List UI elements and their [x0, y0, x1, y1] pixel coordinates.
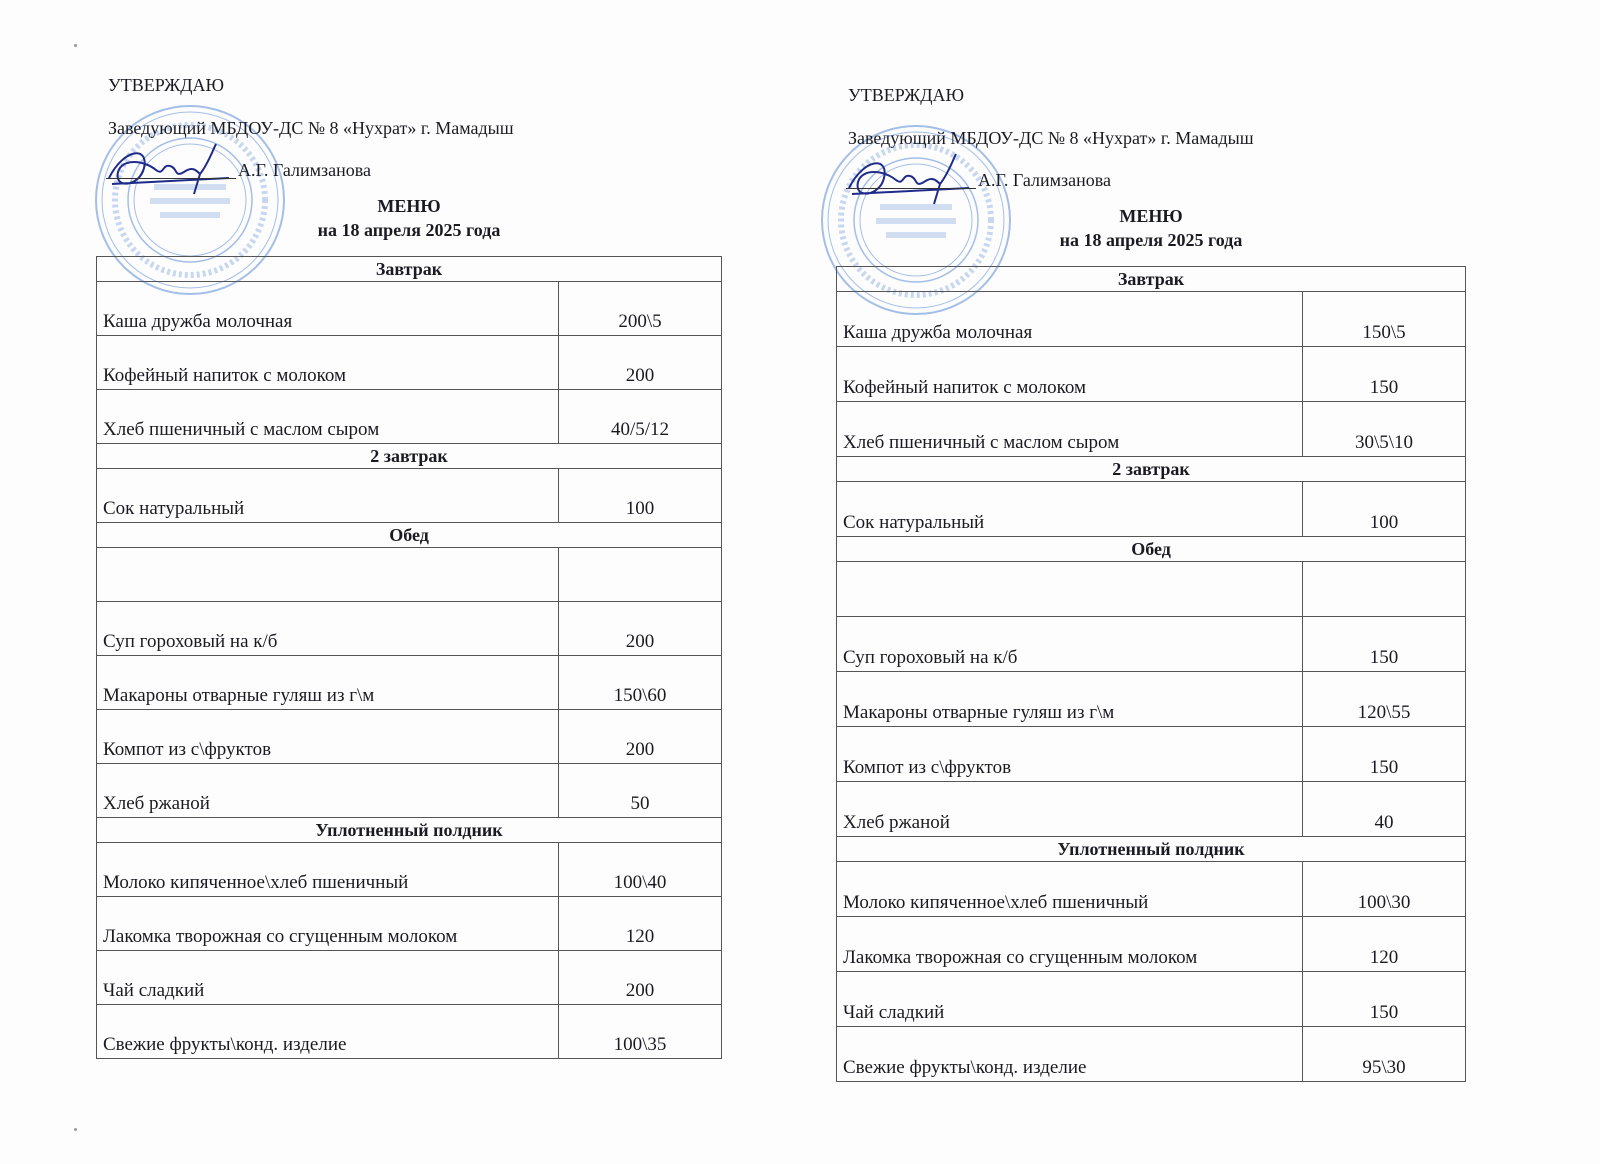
signature-icon	[104, 138, 234, 198]
portion-quantity: 200	[559, 710, 722, 764]
dish-name: Молоко кипяченное\хлеб пшеничный	[97, 843, 559, 897]
menu-title: МЕНЮ	[1119, 206, 1183, 226]
dish-name: Компот из с\фруктов	[837, 727, 1303, 782]
dish-name: Чай сладкий	[97, 951, 559, 1005]
section-title: Завтрак	[97, 257, 722, 282]
menu-item-row	[97, 897, 722, 951]
dish-name: Хлеб пшеничный с маслом сыром	[837, 402, 1303, 457]
section-header-row	[97, 444, 722, 469]
dish-name: Компот из с\фруктов	[97, 710, 559, 764]
signature-line	[106, 178, 236, 179]
menu-item-row	[837, 562, 1466, 617]
approve-label: УТВЕРЖДАЮ	[848, 85, 965, 105]
menu-item-row	[97, 602, 722, 656]
signer-name: А.Г. Галимзанова	[238, 160, 371, 180]
menu-item-row	[97, 336, 722, 390]
menu-item-row	[837, 672, 1466, 727]
dish-name: Макароны отварные гуляш из г\м	[837, 672, 1303, 727]
portion-quantity: 100\35	[559, 1005, 722, 1059]
portion-quantity: 200	[559, 951, 722, 1005]
scan-speck	[74, 1128, 77, 1131]
signature-icon	[844, 148, 974, 208]
portion-quantity: 100\40	[559, 843, 722, 897]
dish-name: Свежие фрукты\конд. изделие	[97, 1005, 559, 1059]
menu-date: на 18 апреля 2025 года	[317, 220, 501, 240]
section-title: 2 завтрак	[837, 457, 1466, 482]
dish-name: Сок натуральный	[837, 482, 1303, 537]
portion-quantity: 150\5	[1303, 292, 1466, 347]
menu-item-row	[837, 972, 1466, 1027]
scan-speck	[74, 44, 77, 47]
portion-quantity: 95\30	[1303, 1027, 1466, 1082]
dish-name: Макароны отварные гуляш из г\м	[97, 656, 559, 710]
dish-name: Суп гороховый на к/б	[837, 617, 1303, 672]
portion-quantity: 150	[1303, 972, 1466, 1027]
menu-table	[96, 256, 722, 1059]
section-header-row	[837, 537, 1466, 562]
section-title: Обед	[837, 537, 1466, 562]
dish-name: Суп гороховый на к/б	[97, 602, 559, 656]
dish-name: Сок натуральный	[97, 469, 559, 523]
menu-item-row	[97, 710, 722, 764]
portion-quantity: 150\60	[559, 656, 722, 710]
menu-title: МЕНЮ	[377, 196, 441, 216]
dish-name: Молоко кипяченное\хлеб пшеничный	[837, 862, 1303, 917]
section-header-row	[837, 837, 1466, 862]
approve-label: УТВЕРЖДАЮ	[108, 75, 225, 95]
dish-name	[97, 548, 559, 602]
portion-quantity: 150	[1303, 727, 1466, 782]
portion-quantity	[559, 548, 722, 602]
portion-quantity: 40	[1303, 782, 1466, 837]
menu-item-row	[97, 469, 722, 523]
portion-quantity: 150	[1303, 347, 1466, 402]
portion-quantity: 150	[1303, 617, 1466, 672]
menu-item-row	[837, 782, 1466, 837]
section-title: Завтрак	[837, 267, 1466, 292]
menu-item-row	[837, 482, 1466, 537]
section-header-row	[97, 523, 722, 548]
menu-item-row	[837, 727, 1466, 782]
section-header-row	[837, 457, 1466, 482]
approver-position: Заведующий МБДОУ-ДС № 8 «Нухрат» г. Мамадыш	[108, 118, 514, 138]
portion-quantity: 50	[559, 764, 722, 818]
portion-quantity: 120	[1303, 917, 1466, 972]
dish-name	[837, 562, 1303, 617]
portion-quantity: 120	[559, 897, 722, 951]
dish-name: Лакомка творожная со сгущенным молоком	[837, 917, 1303, 972]
dish-name: Каша дружба молочная	[97, 282, 559, 336]
dish-name: Хлеб ржаной	[837, 782, 1303, 837]
menu-item-row	[837, 1027, 1466, 1082]
dish-name: Лакомка творожная со сгущенным молоком	[97, 897, 559, 951]
dish-name: Каша дружба молочная	[837, 292, 1303, 347]
portion-quantity: 100	[559, 469, 722, 523]
portion-quantity: 120\55	[1303, 672, 1466, 727]
section-title: 2 завтрак	[97, 444, 722, 469]
portion-quantity	[1303, 562, 1466, 617]
portion-quantity: 100	[1303, 482, 1466, 537]
menu-item-row	[97, 843, 722, 897]
menu-date: на 18 апреля 2025 года	[1059, 230, 1243, 250]
menu-item-row	[97, 282, 722, 336]
section-header-row	[97, 257, 722, 282]
dish-name: Кофейный напиток с молоком	[97, 336, 559, 390]
portion-quantity: 200	[559, 336, 722, 390]
menu-item-row	[97, 390, 722, 444]
menu-item-row	[837, 292, 1466, 347]
section-title: Обед	[97, 523, 722, 548]
approver-position: Заведующий МБДОУ-ДС № 8 «Нухрат» г. Мамадыш	[848, 128, 1254, 148]
menu-item-row	[837, 917, 1466, 972]
dish-name: Хлеб пшеничный с маслом сыром	[97, 390, 559, 444]
signature-line	[846, 188, 976, 189]
portion-quantity: 30\5\10	[1303, 402, 1466, 457]
dish-name: Чай сладкий	[837, 972, 1303, 1027]
section-header-row	[837, 267, 1466, 292]
section-header-row	[97, 818, 722, 843]
menu-item-row	[837, 347, 1466, 402]
signer-name: А.Г. Галимзанова	[978, 170, 1111, 190]
menu-item-row	[837, 617, 1466, 672]
dish-name: Свежие фрукты\конд. изделие	[837, 1027, 1303, 1082]
menu-item-row	[97, 1005, 722, 1059]
dish-name: Кофейный напиток с молоком	[837, 347, 1303, 402]
menu-item-row	[97, 656, 722, 710]
menu-table	[836, 266, 1466, 1082]
menu-item-row	[837, 402, 1466, 457]
portion-quantity: 40/5/12	[559, 390, 722, 444]
section-title: Уплотненный полдник	[97, 818, 722, 843]
portion-quantity: 200\5	[559, 282, 722, 336]
menu-item-row	[97, 764, 722, 818]
menu-item-row	[97, 548, 722, 602]
dish-name: Хлеб ржаной	[97, 764, 559, 818]
portion-quantity: 200	[559, 602, 722, 656]
menu-item-row	[97, 951, 722, 1005]
portion-quantity: 100\30	[1303, 862, 1466, 917]
menu-item-row	[837, 862, 1466, 917]
section-title: Уплотненный полдник	[837, 837, 1466, 862]
